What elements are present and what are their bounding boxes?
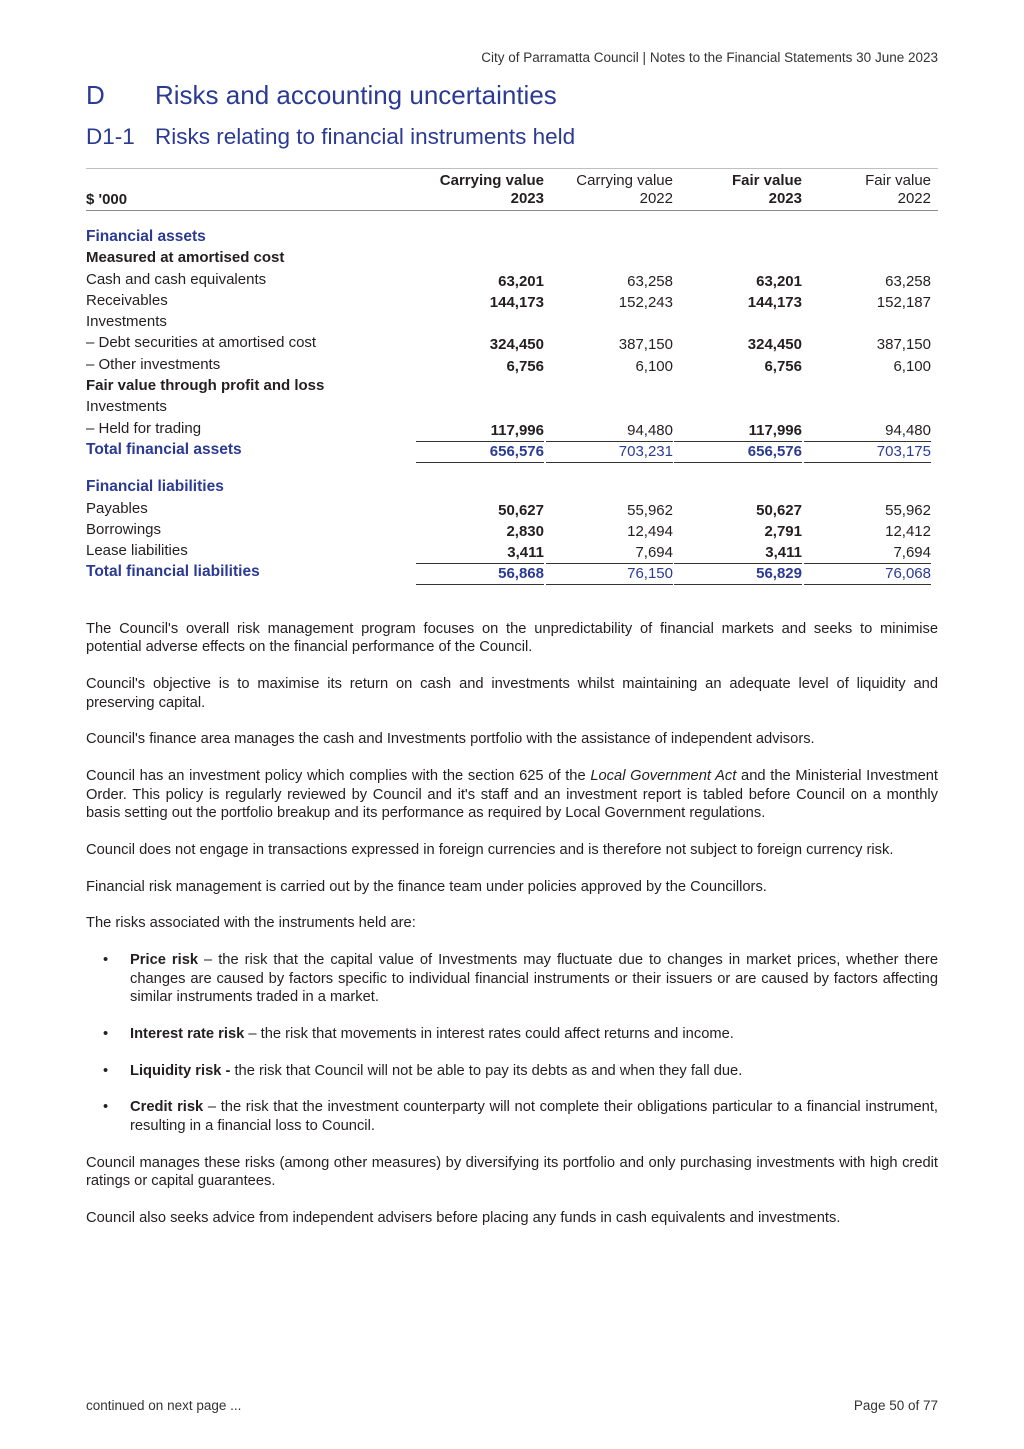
table-row: – Other investments 6,756 6,100 6,756 6,100	[86, 355, 931, 375]
table-row: Investments	[86, 398, 167, 416]
table-row: Borrowings 2,830 12,494 2,791 12,412	[86, 520, 931, 540]
paragraph: The Council's overall risk management program focuses on the unpredictability of financial markets and seeks to minimise potential adverse effects on the financial performance of the Council.	[86, 621, 938, 656]
list-item: • Price risk – the risk that the capital value of Investments may fluctuate due to changes in market prices, whether there changes are caused by factors specific to individual financial instruments or their issuers or are caused by factors affecting similar instruments traded in a market.	[103, 952, 938, 1006]
financial-assets-heading: Financial assets	[86, 228, 206, 245]
table-header-row	[86, 172, 938, 211]
table-row	[86, 376, 938, 397]
col-header-carrying-2023: Carrying value 2023	[439, 172, 544, 207]
bullet-icon: •	[103, 1099, 109, 1116]
paragraph: Council does not engage in transactions expressed in foreign currencies and is therefore not subject to foreign currency risk.	[86, 841, 894, 858]
table-row	[86, 227, 938, 248]
section-title	[86, 80, 557, 111]
table-row: Cash and cash equivalents 63,201 63,258 63,201 63,258	[86, 270, 931, 290]
footer-continued: continued on next page ...	[86, 1398, 242, 1413]
bullet-icon: •	[103, 1062, 109, 1079]
table-row: Receivables 144,173 152,243 144,173 152,187	[86, 291, 931, 311]
document-page	[86, 0, 938, 1449]
unit-label: $ '000	[86, 191, 128, 208]
running-header: City of Parramatta Council | Notes to the Financial Statements 30 June 2023	[481, 50, 938, 65]
paragraph: Financial risk management is carried out by the finance team under policies approved by the Councillors.	[86, 878, 767, 895]
paragraph: Council's finance area manages the cash and Investments portfolio with the assistance of independent advisors.	[86, 731, 815, 748]
bullet-icon: •	[103, 952, 109, 969]
financial-liabilities-heading: Financial liabilities	[86, 478, 224, 496]
table-row	[86, 477, 938, 498]
subsection-number: D1-1	[86, 124, 135, 149]
section-number: D	[86, 80, 105, 110]
paragraph: The risks associated with the instruments held are:	[86, 915, 416, 932]
paragraph: Council's objective is to maximise its return on cash and investments whilst maintaining an adequate level of liquidity and preserving capital.	[86, 676, 938, 711]
footer-page-number: Page 50 of 77	[853, 1398, 938, 1413]
total-financial-assets-row: Total financial assets 656,576 703,231 656,576 703,175	[86, 440, 938, 461]
col-header-carrying-2022: Carrying value 2022	[576, 172, 673, 207]
list-item: • Interest rate risk – the risk that movements in interest rates could affect returns and income.	[103, 1025, 734, 1042]
subsection-title	[86, 124, 575, 150]
table-row: Lease liabilities 3,411 7,694 3,411 7,694	[86, 541, 938, 562]
table-row: Investments	[86, 313, 167, 331]
paragraph: Council manages these risks (among other measures) by diversifying its portfolio and only purchasing investments with high credit ratings or capital guarantees.	[86, 1154, 938, 1190]
subsection-title-text: Risks relating to financial instruments held	[155, 124, 576, 149]
bullet-icon: •	[103, 1025, 109, 1042]
list-item: • Credit risk – the risk that the investment counterparty will not complete their obligations particular to a financial instrument, resulting in a financial loss to Council.	[103, 1099, 938, 1134]
amortised-cost-heading: Measured at amortised cost	[86, 249, 285, 267]
total-financial-liabilities-row: Total financial liabilities 56,868 76,150 56,829 76,068	[86, 562, 938, 583]
paragraph: Council also seeks advice from independent advisers before placing any funds in cash equivalents and investments.	[86, 1209, 841, 1226]
table-row	[86, 248, 938, 269]
table-row: – Debt securities at amortised cost 324,450 387,150 324,450 387,150	[86, 334, 931, 354]
table-row: Payables 50,627 55,962 50,627 55,962	[86, 499, 931, 519]
table-row: – Held for trading 117,996 94,480 117,996 94,480	[86, 419, 938, 440]
body-text	[86, 620, 938, 1246]
fvtpl-heading: Fair value through profit and loss	[86, 377, 325, 395]
section-title-text: Risks and accounting uncertainties	[155, 80, 557, 110]
table-top-rule	[86, 168, 938, 169]
risk-list	[86, 951, 938, 1135]
list-item: • Liquidity risk - the risk that Council will not be able to pay its debts as and when they fall due.	[103, 1062, 743, 1079]
paragraph: Council has an investment policy which complies with the section 625 of the Local Government Act and the Ministerial Investment Order. This policy is regularly reviewed by Council and it's staff and an investment report is tabled before Council on a monthly basis setting out the portfolio breakup and its performance as required by Local Government regulations.	[86, 768, 938, 822]
col-header-fair-2023: Fair value 2023	[731, 172, 802, 207]
financial-instruments-table	[86, 172, 938, 584]
col-header-fair-2022: Fair value 2022	[865, 172, 931, 207]
